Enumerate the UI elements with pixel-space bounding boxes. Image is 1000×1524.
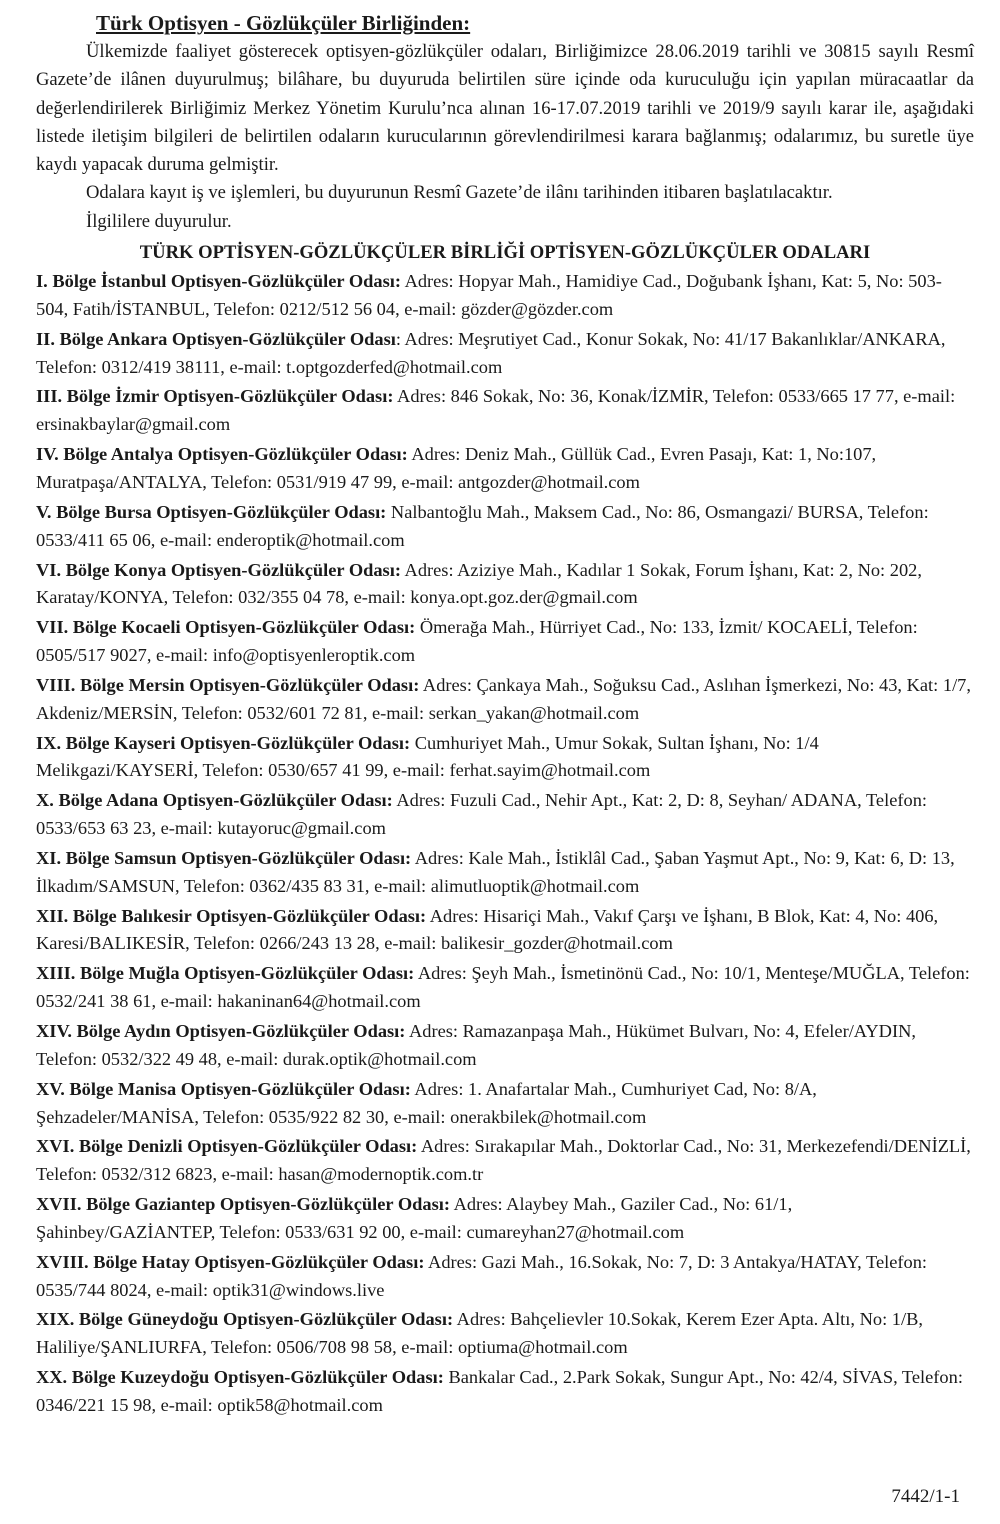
chamber-details: Adres: Bahçelievler 10.Sokak, Kerem Ezer Apta. Altı, No: 1/B, Haliliye/ŞANLIURFA, Telefon: 0506/708 98 58, e-mail: optiuma@hotmail.com [36, 1309, 923, 1358]
chamber-details: Ömerağa Mah., Hürriyet Cad., No: 133, İzmit/ KOCAELİ, Telefon: 0505/517 9027, e-mail: info@optisyenleroptik.com [36, 617, 918, 665]
chamber-details: Adres: Sırakapılar Mah., Doktorlar Cad., No: 31, Merkezefendi/DENİZLİ, Telefon: 0532/312 6823, e-mail: hasan@modernoptik.com.tr [36, 1136, 971, 1185]
chamber-name: IV. Bölge Antalya Optisyen-Gözlükçüler Odası: [36, 444, 408, 465]
chamber-details: Adres: 846 Sokak, No: 36, Konak/İZMİR, Telefon: 0533/665 17 77, e-mail: ersinakbaylar@gmail.com [36, 386, 956, 435]
chamber-entry [36, 1076, 974, 1132]
chamber-name: V. Bölge Bursa Optisyen-Gözlükçüler Odası: [36, 501, 387, 522]
chamber-entry [36, 845, 974, 901]
chamber-entry [36, 326, 974, 382]
chamber-name: I. Bölge İstanbul Optisyen-Gözlükçüler Odası: [36, 271, 401, 292]
document-code: 7442/1-1 [891, 1486, 960, 1507]
chamber-name: III. Bölge İzmir Optisyen-Gözlükçüler Odası: [36, 386, 394, 407]
announcement-heading: Türk Optisyen - Gözlükçüler Birliğinden: [96, 11, 471, 35]
chamber-entry [36, 499, 974, 555]
chamber-entry [36, 672, 974, 728]
chamber-details: : Adres: Meşrutiyet Cad., Konur Sokak, No: 41/17 Bakanlıklar/ANKARA, Telefon: 0312/419 38111, e-mail: t.optgozderfed@hotmail.com [36, 328, 946, 377]
chamber-name: VII. Bölge Kocaeli Optisyen-Gözlükçüler Odası: [36, 617, 416, 638]
chamber-name: XII. Bölge Balıkesir Optisyen-Gözlükçüler Odası: [36, 905, 427, 926]
chambers-list-title: TÜRK OPTİSYEN-GÖZLÜKÇÜLER BİRLİĞİ OPTİSYEN-GÖZLÜKÇÜLER ODALARI [139, 242, 871, 264]
chamber-name: XIII. Bölge Muğla Optisyen-Gözlükçüler Odası: [36, 963, 415, 984]
chamber-name: XV. Bölge Manisa Optisyen-Gözlükçüler Odası: [36, 1078, 411, 1099]
chamber-name: XVII. Bölge Gaziantep Optisyen-Gözlükçüler Odası: [36, 1194, 450, 1215]
intro-paragraph: Ülkemizde faaliyet gösterecek optisyen-gözlükçüler odaları, Birliğimizce 28.06.2019 tarihli ve 30815 sayılı Resmî Gazete’de ilânen duyurulmuş; bilâhare, bu duyuruda belirtilen süre içinde oda kuruculuğu için yapılan müracaatlar da değerlendirilerek Birliğimiz Merkez Yönetim Kurulu’nca alınan 16-17.07.2019 tarihli ve 2019/9 sayılı karar ile, aşağıdaki listede iletişim bilgileri de belirtilen odaların kurucularının görevlendirilmesi karara bağlanmış; odalarımız, bu suretle üye kaydı yapacak duruma gelmiştir. [36, 41, 974, 176]
chamber-name: XI. Bölge Samsun Optisyen-Gözlükçüler Odası: [36, 847, 412, 868]
chamber-entry [36, 1018, 974, 1074]
chamber-details: Adres: 1. Anafartalar Mah., Cumhuriyet Cad, No: 8/A, Şehzadeler/MANİSA, Telefon: 0535/922 82 30, e-mail: onerakbilek@hotmail.com [36, 1078, 817, 1127]
chamber-details: Adres: Hopyar Mah., Hamidiye Cad., Doğubank İşhanı, Kat: 5, No: 503-504, Fatih/İSTANBUL, Telefon: 0212/512 56 04, e-mail: gözder@gözder.com [36, 271, 942, 319]
chamber-details: Adres: Hisariçi Mah., Vakıf Çarşı ve İşhanı, B Blok, Kat: 4, No: 406, Karesi/BALIKESİR, Telefon: 0266/243 13 28, e-mail: balikesir_gozder@hotmail.com [36, 905, 939, 954]
chamber-details: Adres: Kale Mah., İstiklâl Cad., Şaban Yaşmut Apt., No: 9, Kat: 6, D: 13, İlkadım/SAMSUN, Telefon: 0362/435 83 31, e-mail: alimutluoptik@hotmail.com [36, 847, 955, 896]
chamber-entry [36, 614, 974, 670]
chamber-details: Adres: Alaybey Mah., Gaziler Cad., No: 61/1, Şahinbey/GAZİANTEP, Telefon: 0533/631 92 00, e-mail: cumareyhan27@hotmail.com [36, 1194, 793, 1242]
chamber-name: XIV. Bölge Aydın Optisyen-Gözlükçüler Odası: [36, 1021, 406, 1042]
chamber-name: II. Bölge Ankara Optisyen-Gözlükçüler Odası [36, 328, 396, 349]
chamber-entry [36, 1191, 974, 1247]
chamber-details: Adres: Aziziye Mah., Kadılar 1 Sokak, Forum İşhanı, Kat: 2, No: 202, Karatay/KONYA, Telefon: 032/355 04 78, e-mail: konya.opt.goz.der@gmail.com [36, 559, 922, 608]
chamber-details: Adres: Ramazanpaşa Mah., Hükümet Bulvarı, No: 4, Efeler/AYDIN, Telefon: 0532/322 49 48, e-mail: durak.optik@hotmail.com [36, 1021, 916, 1069]
chamber-entry [36, 787, 974, 843]
chamber-entry [36, 383, 974, 439]
chambers-list [36, 268, 974, 1420]
chamber-entry [36, 960, 974, 1016]
chamber-name: X. Bölge Adana Optisyen-Gözlükçüler Odası: [36, 790, 393, 811]
chamber-name: VIII. Bölge Mersin Optisyen-Gözlükçüler Odası: [36, 674, 420, 695]
notice-paragraph: İlgililere duyurulur. [86, 210, 232, 232]
chamber-name: XVIII. Bölge Hatay Optisyen-Gözlükçüler Odası: [36, 1251, 425, 1272]
chamber-name: XVI. Bölge Denizli Optisyen-Gözlükçüler Odası: [36, 1136, 418, 1157]
chamber-name: IX. Bölge Kayseri Optisyen-Gözlükçüler Odası: [36, 732, 411, 753]
chamber-entry [36, 1133, 974, 1189]
chamber-entry [36, 441, 974, 497]
chamber-entry [36, 1306, 974, 1362]
chamber-details: Adres: Çankaya Mah., Soğuksu Cad., Aslıhan İşmerkezi, No: 43, Kat: 1/7, Akdeniz/MERSİN, Telefon: 0532/601 72 81, e-mail: serkan_yakan@hotmail.com [36, 674, 971, 723]
chamber-details: Adres: Fuzuli Cad., Nehir Apt., Kat: 2, D: 8, Seyhan/ ADANA, Telefon: 0533/653 63 23, e-mail: kutayoruc@gmail.com [36, 790, 927, 839]
chamber-name: VI. Bölge Konya Optisyen-Gözlükçüler Odası: [36, 559, 401, 580]
chamber-entry [36, 557, 974, 613]
chamber-details: Bankalar Cad., 2.Park Sokak, Sungur Apt., No: 42/4, SİVAS, Telefon: 0346/221 15 98, e-mail: optik58@hotmail.com [36, 1367, 963, 1415]
chamber-entry [36, 730, 974, 786]
announcement-page [36, 8, 974, 1422]
chamber-entry [36, 1249, 974, 1305]
chamber-entry [36, 1364, 974, 1420]
chamber-entry [36, 903, 974, 959]
chamber-details: Cumhuriyet Mah., Umur Sokak, Sultan İşhanı, No: 1/4 Melikgazi/KAYSERİ, Telefon: 0530/657 41 99, e-mail: ferhat.sayim@hotmail.com [36, 732, 819, 781]
chamber-entry [36, 268, 974, 324]
chamber-details: Adres: Deniz Mah., Güllük Cad., Evren Pasajı, Kat: 1, No:107, Muratpaşa/ANTALYA, Telefon: 0531/919 47 99, e-mail: antgozder@hotmail.com [36, 444, 877, 492]
chamber-name: XX. Bölge Kuzeydoğu Optisyen-Gözlükçüler Odası: [36, 1367, 444, 1388]
chamber-details: Adres: Şeyh Mah., İsmetinönü Cad., No: 10/1, Menteşe/MUĞLA, Telefon: 0532/241 38 61, e-mail: hakaninan64@hotmail.com [36, 963, 970, 1012]
chamber-name: XIX. Bölge Güneydoğu Optisyen-Gözlükçüler Odası: [36, 1309, 454, 1330]
registration-paragraph: Odalara kayıt iş ve işlemleri, bu duyurunun Resmî Gazete’de ilânı tarihinden itibaren başlatılacaktır. [86, 182, 833, 204]
chamber-details: Adres: Gazi Mah., 16.Sokak, No: 7, D: 3 Antakya/HATAY, Telefon: 0535/744 8024, e-mail: optik31@windows.live [36, 1251, 928, 1300]
chamber-details: Nalbantoğlu Mah., Maksem Cad., No: 86, Osmangazi/ BURSA, Telefon: 0533/411 65 06, e-mail: enderoptik@hotmail.com [36, 501, 929, 550]
